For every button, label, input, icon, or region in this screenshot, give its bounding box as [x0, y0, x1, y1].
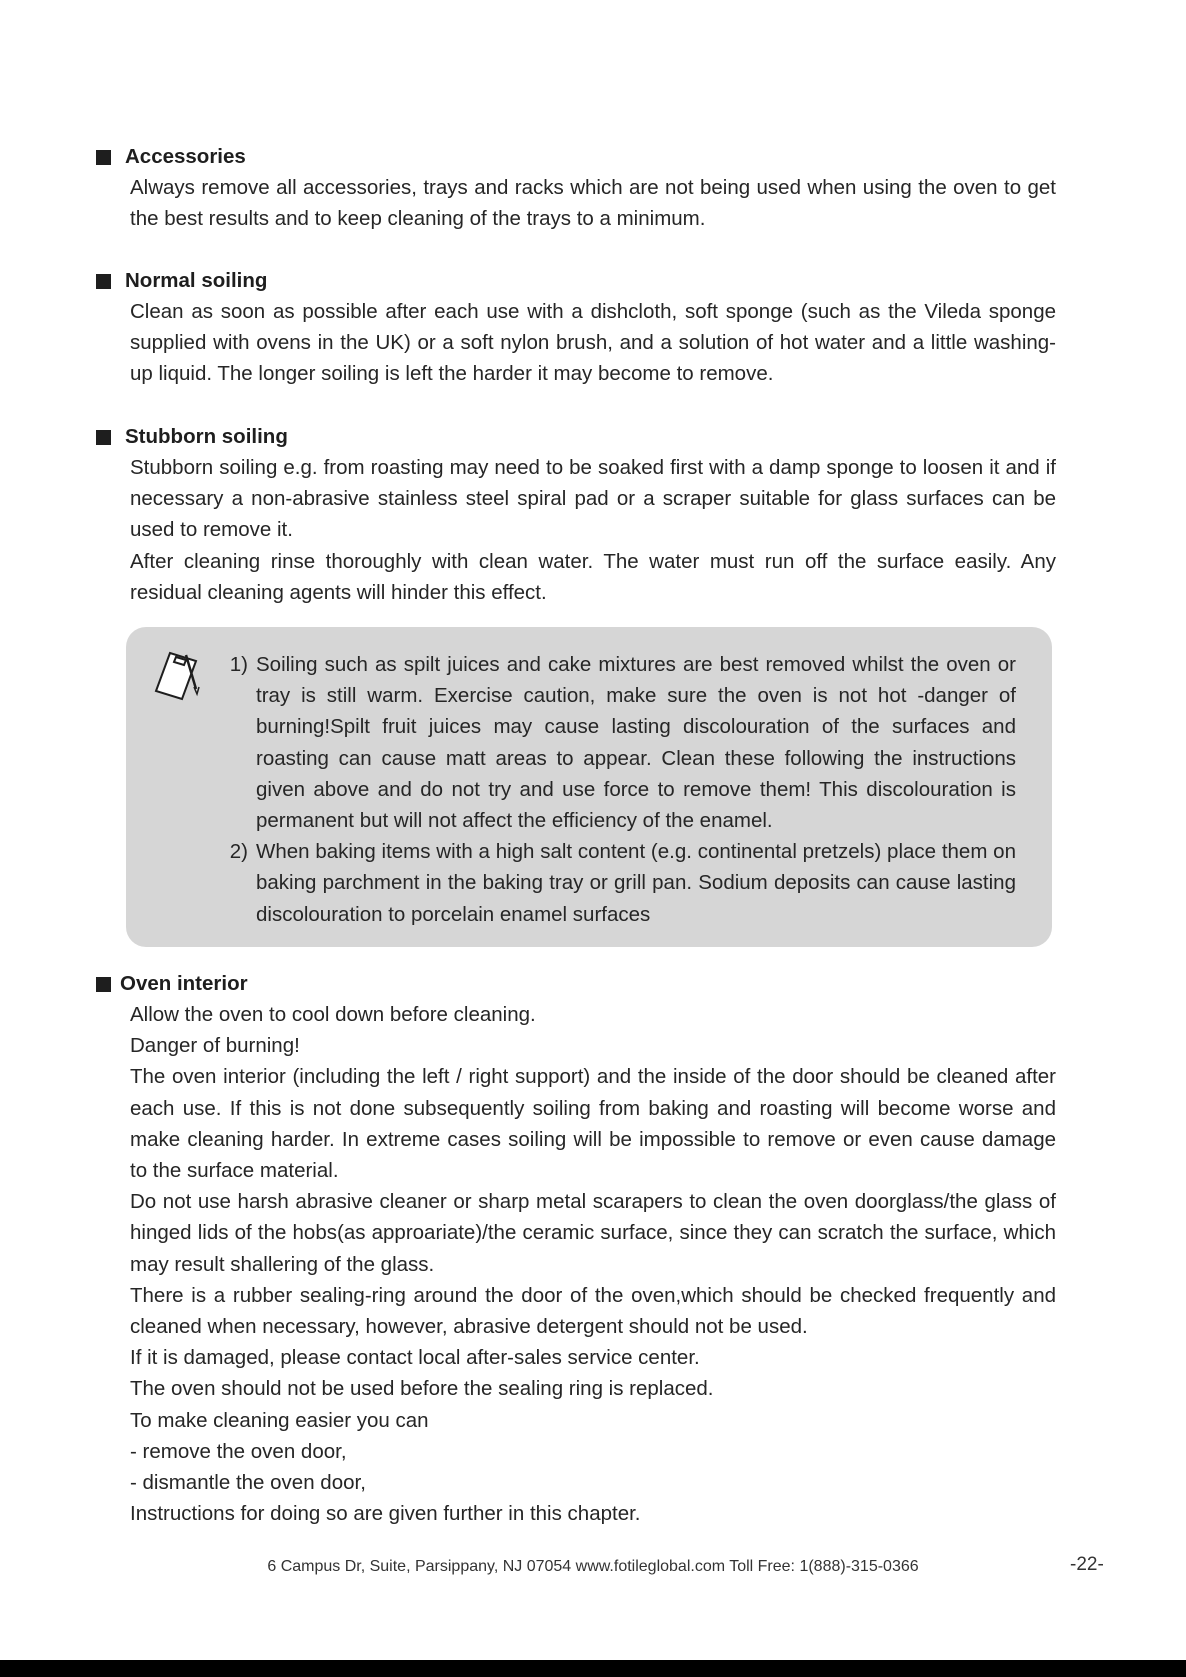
paragraph: Instructions for doing so are given further in this chapter.: [130, 1502, 641, 1526]
section-heading: [96, 969, 1056, 999]
note-box: [126, 627, 1052, 947]
paragraph: The oven interior (including the left / right support) and the inside of the door should be cleaned after each use. If this is not done subsequently soiling from baking and roasting will become worse and make cleaning harder. In extreme cases soiling will be impossible to remove or even cause damage to the surface material.: [130, 1065, 1056, 1183]
note-number: 2): [229, 840, 248, 864]
section-body: [96, 296, 1056, 390]
paragraph: - remove the oven door,: [130, 1439, 347, 1463]
bottom-scan-edge: [0, 1660, 1186, 1677]
page-number: -22-: [1070, 1554, 1104, 1575]
paragraph: To make cleaning easier you can: [130, 1408, 429, 1432]
section-normal-soiling: [96, 266, 1056, 390]
section-heading: [96, 142, 1056, 172]
heading-text: Normal soiling: [125, 269, 268, 292]
section-accessories: [96, 142, 1056, 234]
section-oven-interior: [96, 969, 1056, 1529]
square-bullet-icon: [96, 274, 111, 289]
section-body: [96, 999, 1056, 1529]
paragraph: Clean as soon as possible after each use with a dishcloth, soft sponge (such as the Vileda sponge supplied with ovens in the UK) or a soft nylon brush, and a solution of hot water and a little washing-up liquid. The longer soiling is left the harder it may become to remove.: [130, 300, 1056, 386]
paragraph: After cleaning rinse thoroughly with clean water. The water must run off the surface easily. Any residual cleaning agents will hinder this effect.: [130, 549, 1056, 604]
paragraph: Allow the oven to cool down before cleaning.: [130, 1003, 536, 1026]
section-heading: [96, 266, 1056, 296]
paragraph: The oven should not be used before the sealing ring is replaced.: [130, 1377, 714, 1401]
paragraph: - dismantle the oven door,: [130, 1471, 366, 1495]
square-bullet-icon: [96, 430, 111, 445]
note-item: [216, 836, 1016, 930]
note-list: [216, 649, 1016, 930]
note-item: [216, 649, 1016, 836]
section-body: [96, 452, 1056, 608]
paragraph: Do not use harsh abrasive cleaner or sharp metal scarapers to clean the oven doorglass/the glass of hinged lids of the hobs(as approariate)/the ceramic surface, since they can scratch the surface, which may result shallering of the glass.: [130, 1190, 1056, 1276]
paragraph: Danger of burning!: [130, 1034, 300, 1058]
section-heading: [96, 422, 1056, 452]
square-bullet-icon: [96, 150, 111, 165]
note-text: When baking items with a high salt content (e.g. continental pretzels) place them on baking parchment in the baking tray or grill pan. Sodium deposits can cause lasting discolouration to porcelain enamel surfaces: [256, 840, 1016, 926]
note-number: 1): [229, 653, 248, 676]
heading-text: Accessories: [125, 145, 246, 168]
section-stubborn-soiling: [96, 422, 1056, 608]
note-clipboard-icon: [150, 649, 206, 705]
heading-text: Stubborn soiling: [125, 425, 288, 448]
section-body: [96, 172, 1056, 234]
note-text: Soiling such as spilt juices and cake mixtures are best removed whilst the oven or tray is still warm. Exercise caution, make sure the oven is not hot -danger of burning!Spilt fruit juices may cause lasting discolouration of the surfaces and roasting can cause matt areas to appear. Clean these following the instructions given above and do not try and use force to remove them! This discolouration is permanent but will not affect the efficiency of the enamel.: [256, 653, 1016, 833]
paragraph: There is a rubber sealing-ring around the door of the oven,which should be checked frequently and cleaned when necessary, however, abrasive detergent should not be used.: [130, 1283, 1056, 1339]
paragraph: Stubborn soiling e.g. from roasting may need to be soaked first with a damp sponge to loosen it and if necessary a non-abrasive stainless steel spiral pad or a scraper suitable for glass surfaces can be used to remove it.: [130, 456, 1056, 542]
paragraph: Always remove all accessories, trays and racks which are not being used when using the oven to get the best results and to keep cleaning of the trays to a minimum.: [130, 176, 1056, 231]
square-bullet-icon: [96, 977, 111, 992]
paragraph: If it is damaged, please contact local after-sales service center.: [130, 1346, 700, 1370]
heading-text: Oven interior: [120, 972, 248, 995]
footer-address: 6 Campus Dr, Suite, Parsippany, NJ 07054 www.fotileglobal.com Toll Free: 1(888)-315-0366: [267, 1558, 919, 1575]
